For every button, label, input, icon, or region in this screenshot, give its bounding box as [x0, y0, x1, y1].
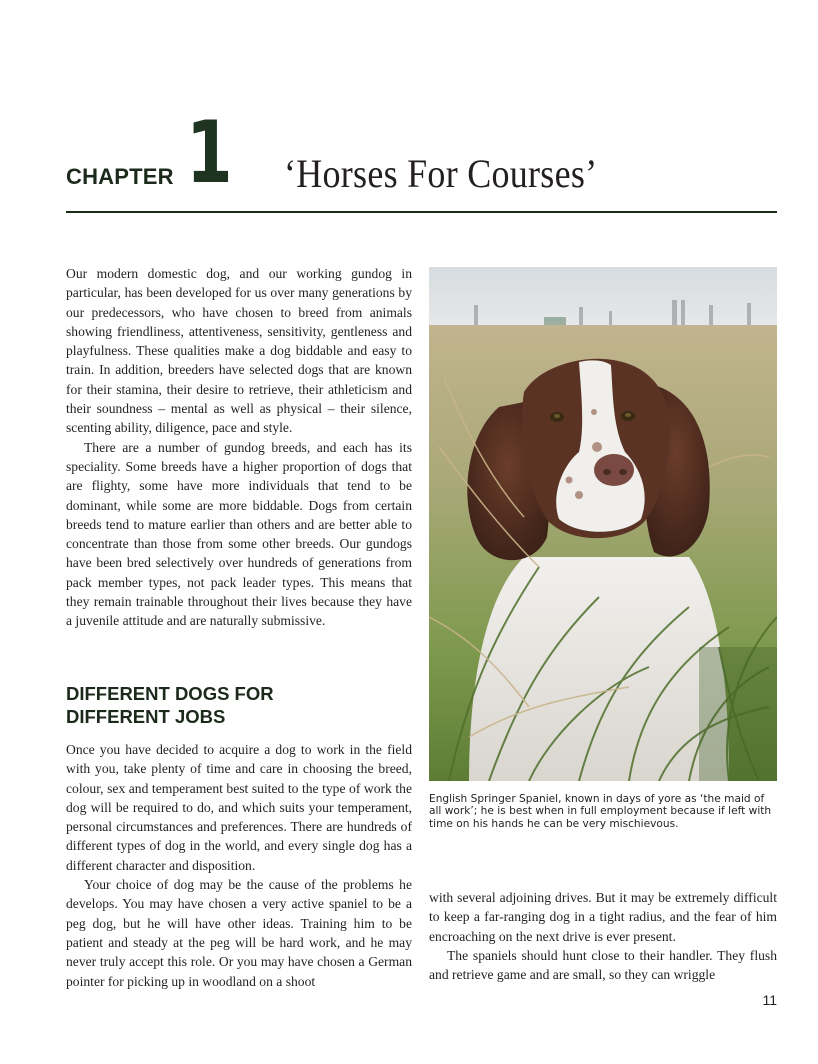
chapter-title: ‘Horses For Courses’ [284, 151, 598, 196]
paragraph: Your choice of dog may be the cause of the problems he develops. You may have chosen a very active spaniel to be a peg dog, but he will have other ideas. Training him to be patient and steady at the peg will be hard work, and he may never truly accept this role. Or you may have chosen a German pointer for picking up in woodland on a shoot [66, 877, 412, 989]
paragraph: There are a number of gundog breeds, and each has its speciality. Some breeds have a higher proportion of dogs that are flighty, some have more individuals that tend to be dominant, while some are more biddable. Dogs from certain breeds tend to mature earlier than others and are better able to concentrate than those from some other breeds. Our gundogs have been bred selectively over hundreds of generations from pack member types, not pack leader types. This means that they remain trainable throughout their lives because they have a juvenile attitude and are naturally submissive. [66, 439, 412, 629]
section-heading-line: DIFFERENT DOGS FOR [66, 683, 274, 704]
dog-chest [469, 557, 729, 781]
section-heading [66, 682, 412, 728]
left-column-intro [66, 264, 412, 631]
spaniel-photo-illustration [429, 267, 777, 781]
section-heading-line: DIFFERENT JOBS [66, 706, 226, 727]
title-rule [66, 211, 777, 213]
spaniel-photo [429, 267, 777, 781]
paragraph: with several adjoining drives. But it may be extremely difficult to keep a far-ranging dog in a tight radius, and the fear of him encroaching on the next drive is ever present. [429, 890, 777, 944]
paragraph: Once you have decided to acquire a dog to work in the field with you, take plenty of time and care in choosing the breed, colour, sex and temperament best suited to the type of work the dog will be required to do, and which suits your temperament, personal circumstances and preferences. There are hundreds of different types of dog in the world, and every single dog has a different character and disposition. [66, 742, 412, 873]
left-column-section [66, 740, 412, 991]
chapter-label: CHAPTER [66, 164, 174, 189]
sky [429, 267, 777, 327]
chapter-number: 1 [186, 103, 233, 203]
paragraph: The spaniels should hunt close to their handler. They flush and retrieve game and are small, so they can wriggle [429, 947, 777, 983]
photo-caption: English Springer Spaniel, known in days of yore as ‘the maid of all work’; he is best when in full employment because if left with time on his hands he can be very mischievous. [429, 793, 772, 830]
page-number: 11 [762, 992, 777, 1008]
paragraph: Our modern domestic dog, and our working gundog in particular, has been developed for us over many generations by our predecessors, who have chosen to breed from animals showing friendliness, attentiveness, sensitivity, gentleness and playfulness. These qualities make a dog biddable and easy to train. In addition, breeders have selected dogs that are known for their stamina, their desire to retrieve, their athleticism and their soundness – mental as well as physical – their silence, scenting ability, diligence, pace and style. [66, 266, 412, 436]
right-column-continued [429, 888, 777, 984]
dog-nose [594, 454, 634, 486]
